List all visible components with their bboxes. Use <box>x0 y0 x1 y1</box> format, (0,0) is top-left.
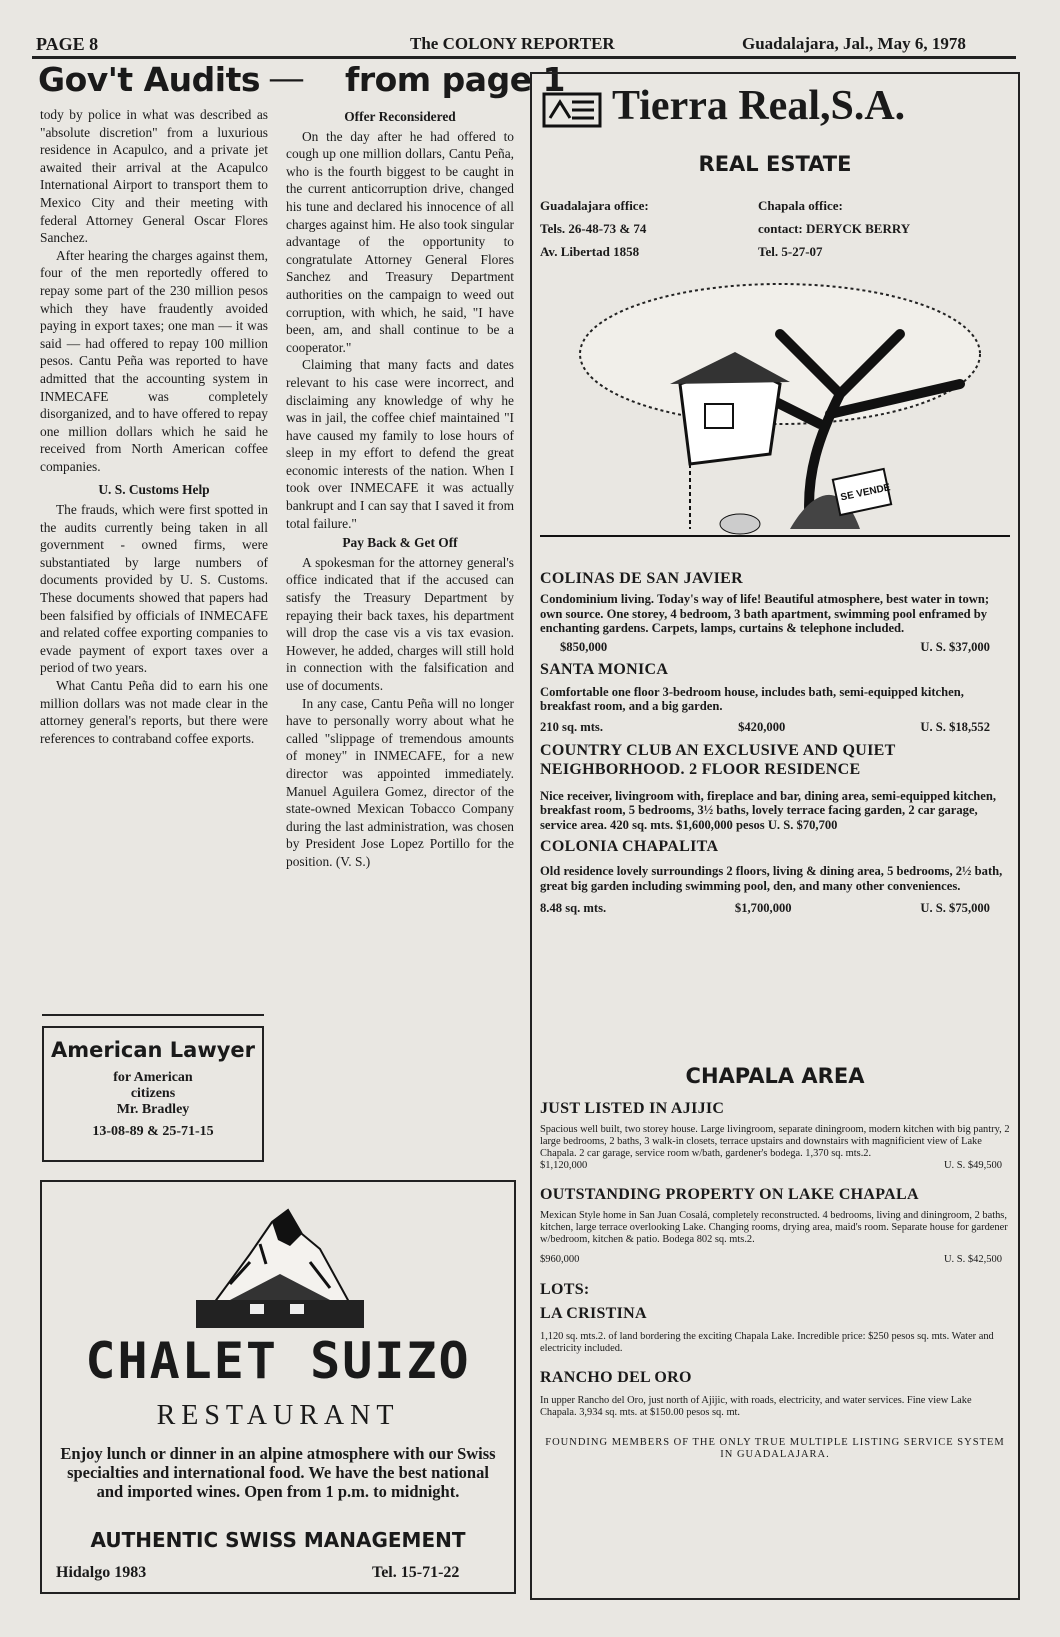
listing-title: SANTA MONICA <box>540 660 669 678</box>
listing-prices <box>540 1160 1010 1171</box>
lots-title: LOTS: <box>540 1281 590 1298</box>
page-number: PAGE 8 <box>36 34 99 54</box>
article-column-2 <box>286 106 514 871</box>
tierra-real-ad <box>530 72 1020 1600</box>
paragraph: Claiming that many facts and dates relevant to his case were incorrect, and disclaiming any knowledge of why he was in jail, the coffee chief maintained "I have caused my family to lose hours of sleep in my effort to defend the great economic interests of the nation. When I took over INMECAFE it was actually bankrupt and I can say that I saved it from total failure." <box>286 357 514 531</box>
listing-title: OUTSTANDING PROPERTY ON LAKE CHAPALA <box>540 1186 919 1203</box>
newspaper-name: The COLONY REPORTER <box>410 34 615 53</box>
listing-text: Mexican Style home in San Juan Cosalá, completely reconstructed. 4 bedrooms, living and diningroom, 2 baths, kitchen, large terrace overlooking Lake. Changing rooms, drying area, maid's room. Separate house for gardener w/bedroom, kitchen & patio. Bodega 802 sq. mts.2. <box>540 1210 1008 1245</box>
tierra-real-brand: Tierra Real,S.A. <box>612 83 906 129</box>
masthead-rule <box>32 56 1016 59</box>
tierra-real-logo-icon <box>542 90 602 130</box>
paragraph: What Cantu Peña did to earn his one million dollars was not made clear in the attorney general's reports, but there were references to contraband coffee exports. <box>40 678 268 746</box>
listing-price: 210 sq. mts. <box>540 719 603 734</box>
office-address: Av. Libertad 1858 <box>540 244 640 259</box>
paragraph: A spokesman for the attorney general's office indicated that if the accused can satisfy the Treasury Department by repaying their back taxes, his department will drop the case vis a vis tax evasion. However, he added, charges will still hold in connection with the falsification and use of documents. <box>286 554 514 693</box>
listing-text: Condominium living. Today's way of life! Beautiful atmosphere, best water in town; own source. One storey, 4 bedroom, 3 bath apartment, swimming pool enframed by enchanting gardens. Carpets, lamps, curtains & telephone included. <box>540 592 990 635</box>
chalet-restaurant-label: RESTAURANT <box>156 1400 400 1431</box>
chalet-phone: Tel. 15-71-22 <box>372 1564 460 1581</box>
listing-price: $420,000 <box>738 719 786 734</box>
chalet-management: AUTHENTIC SWISS MANAGEMENT <box>90 1528 466 1552</box>
chapala-area-title: CHAPALA AREA <box>685 1064 865 1088</box>
lot-title: RANCHO DEL ORO <box>540 1369 692 1386</box>
lot-text: In upper Rancho del Oro, just north of Ajijic, with roads, electricity, and water services. Fine view Lake Chapala. 3,934 sq. mts. at $150.00 pesos sq. mt. <box>540 1395 972 1418</box>
listing-price-usd: U. S. $49,500 <box>943 1160 1002 1171</box>
listing-title: COUNTRY CLUB AN EXCLUSIVE AND QUIET NEIGHBORHOOD. 2 FLOOR RESIDENCE <box>540 741 896 778</box>
listing-text: Nice receiver, livingroom with, fireplace and bar, dining area, semi-equipped kitchen, breakfast room, 5 bedrooms, 3½ baths, lovely terrace facing garden, 2 car garage, service area. 420 sq. mts. $1,600,000 pesos U. S. $70,700 <box>540 788 997 832</box>
headline-left: Gov't Audits <box>38 60 261 99</box>
guadalajara-office <box>540 194 649 263</box>
listing-price: $1,700,000 <box>734 901 792 915</box>
office-label: Chapala office: <box>758 198 843 213</box>
office-phones: Tels. 26-48-73 & 74 <box>540 221 647 236</box>
listing <box>540 1185 1010 1265</box>
chalet-address: Hidalgo 1983 <box>56 1564 147 1581</box>
listing <box>540 661 1010 735</box>
headline-dash: — <box>270 60 303 96</box>
office-label: Guadalajara office: <box>540 198 649 213</box>
lawyer-ad-line: for American <box>113 1070 193 1085</box>
listing-price-usd: U. S. $37,000 <box>920 639 990 654</box>
se-vende-sign-text: SE VENDE <box>839 482 892 504</box>
listing-price-usd: U. S. $42,500 <box>943 1254 1002 1265</box>
lawyer-ad <box>42 1026 264 1162</box>
mountain-chalet-illustration <box>190 1204 370 1334</box>
office-phone: Tel. 5-27-07 <box>758 244 823 259</box>
chalet-suizo-ad <box>40 1180 516 1594</box>
founding-members-footer: FOUNDING MEMBERS OF THE ONLY TRUE MULTIPLE LISTING SERVICE SYSTEM IN GUADALAJARA. <box>545 1437 1005 1460</box>
tierra-tagline: REAL ESTATE <box>698 152 852 176</box>
chapala-listings <box>540 1100 1010 1461</box>
paragraph: tody by police in what was described as "absolute discretion" from a luxurious residence in Acapulco, and a private jet awaited their arrival at the Acapulco International Airport to transport them to Mexico City and their meeting with federal Attorney General Oscar Flores Sanchez. <box>40 107 268 246</box>
listing-price: 8.48 sq. mts. <box>540 901 607 915</box>
listing <box>540 741 1010 833</box>
article-column-1 <box>40 106 268 747</box>
chalet-copy: Enjoy lunch or dinner in an alpine atmosphere with our Swiss specialties and international food. We have the best national and imported wines. Open from 1 p.m. to midnight. <box>60 1444 496 1501</box>
listing-price: $850,000 <box>560 639 608 654</box>
subhead-customs: U. S. Customs Help <box>98 482 210 498</box>
chalet-logo-text: CHALET SUIZO <box>85 1332 471 1390</box>
lot-text: 1,120 sq. mts.2. of land bordering the exciting Chapala Lake. Incredible price: $250 pesos sq. mts. Water and electricity included. <box>540 1331 994 1354</box>
listing-price-usd: U. S. $75,000 <box>920 901 990 915</box>
listing <box>540 838 1010 916</box>
office-contact: contact: DERYCK BERRY <box>758 221 911 236</box>
lawyer-ad-name: Mr. Bradley <box>116 1102 190 1117</box>
column-rule <box>42 1014 264 1016</box>
lot <box>540 1305 1010 1355</box>
headline-right: from page 1 <box>345 60 566 99</box>
listing <box>540 1100 1010 1171</box>
lawyer-ad-line: citizens <box>130 1086 176 1101</box>
lot <box>540 1369 1010 1419</box>
treehouse-illustration <box>540 274 1010 550</box>
listing-title: COLINAS DE SAN JAVIER <box>540 570 743 587</box>
paragraph: The frauds, which were first spotted in the audits currently being taken in all government - owned firms, were substantiated by large numbers of documents provided by U. S. Customs. These documents showed that papers had been falsified by officials of INMECAFE and related coffee exporting companies to evade payment of export taxes over a period of two years. <box>40 502 268 676</box>
listing-text: Comfortable one floor 3-bedroom house, includes bath, semi-equipped kitchen, breakfast room, and a big garden. <box>540 684 964 713</box>
listing-text: Old residence lovely surroundings 2 floors, living & dining area, 5 bedrooms, 2½ bath, great big garden including swimming pool, den, and many other conveniences. <box>540 864 1003 893</box>
dateline: Guadalajara, Jal., May 6, 1978 <box>742 34 966 53</box>
lawyer-ad-title: American Lawyer <box>50 1038 256 1062</box>
subhead-payback: Pay Back & Get Off <box>342 535 458 551</box>
listing <box>540 570 1010 655</box>
chapala-office <box>758 194 910 263</box>
lawyer-ad-phones: 13-08-89 & 25-71-15 <box>92 1124 214 1139</box>
city-listings <box>540 570 1010 922</box>
subhead-offer: Offer Reconsidered <box>344 109 456 124</box>
listing-prices <box>540 901 1010 916</box>
listing-price: $960,000 <box>540 1254 580 1265</box>
listing-title: COLONIA CHAPALITA <box>540 838 719 855</box>
listing-price: $1,120,000 <box>540 1160 588 1171</box>
listing-price-usd: U. S. $18,552 <box>920 719 990 734</box>
listing-prices <box>540 640 1010 655</box>
listing-prices <box>540 1254 1010 1265</box>
listing-title: JUST LISTED IN AJIJIC <box>540 1100 725 1117</box>
lot-title: LA CRISTINA <box>540 1305 647 1322</box>
listing-text: Spacious well built, two storey house. Large livingroom, separate diningroom, modern kitchen with big pantry, 2 large bedrooms, 2 baths, 3 walk-in closets, terrace upstairs and downstairs with magnificient view of Lake Chapala. 2 car garage, service room w/bath, gardener's bodega. 1,370 sq. mts.2. <box>540 1124 1010 1159</box>
paragraph: In any case, Cantu Peña will no longer have to personally worry about what he called "slippage of tremendous amounts of money" in INMECAFE, for a new director was appointed immediately. Manuel Aguilera Gomez, director of the state-owned Mexican Tobacco Company during the last administration, was chosen by President Jose Lopez Portillo for the position. (V. S.) <box>286 695 514 869</box>
paragraph: On the day after he had offered to cough up one million dollars, Cantu Peña, who is the fourth biggest to be caught in the current anticorruption drive, changed his tune and declared his innocence of all charges against him. He also took singular advantage of the opportunity to congratulate Attorney General Flores Sanchez and Treasury Department authorities on the campaign to weed out corruption, with which, he said, "I have been, am, and shall continue to be a cooperator." <box>286 128 514 355</box>
paragraph: After hearing the charges against them, four of the men reportedly offered to repay some part of the 230 million pesos which they have fraudently avoided paying in export taxes; one man — it was said — had offered to repay 100 million pesos. Cantu Peña was reported to have admitted that the accounting system in INMECAFE was completely disorganized, and to have offered to repay one million dollars which he said he received from North American coffee companies. <box>40 247 268 474</box>
listing-prices <box>540 720 1010 735</box>
